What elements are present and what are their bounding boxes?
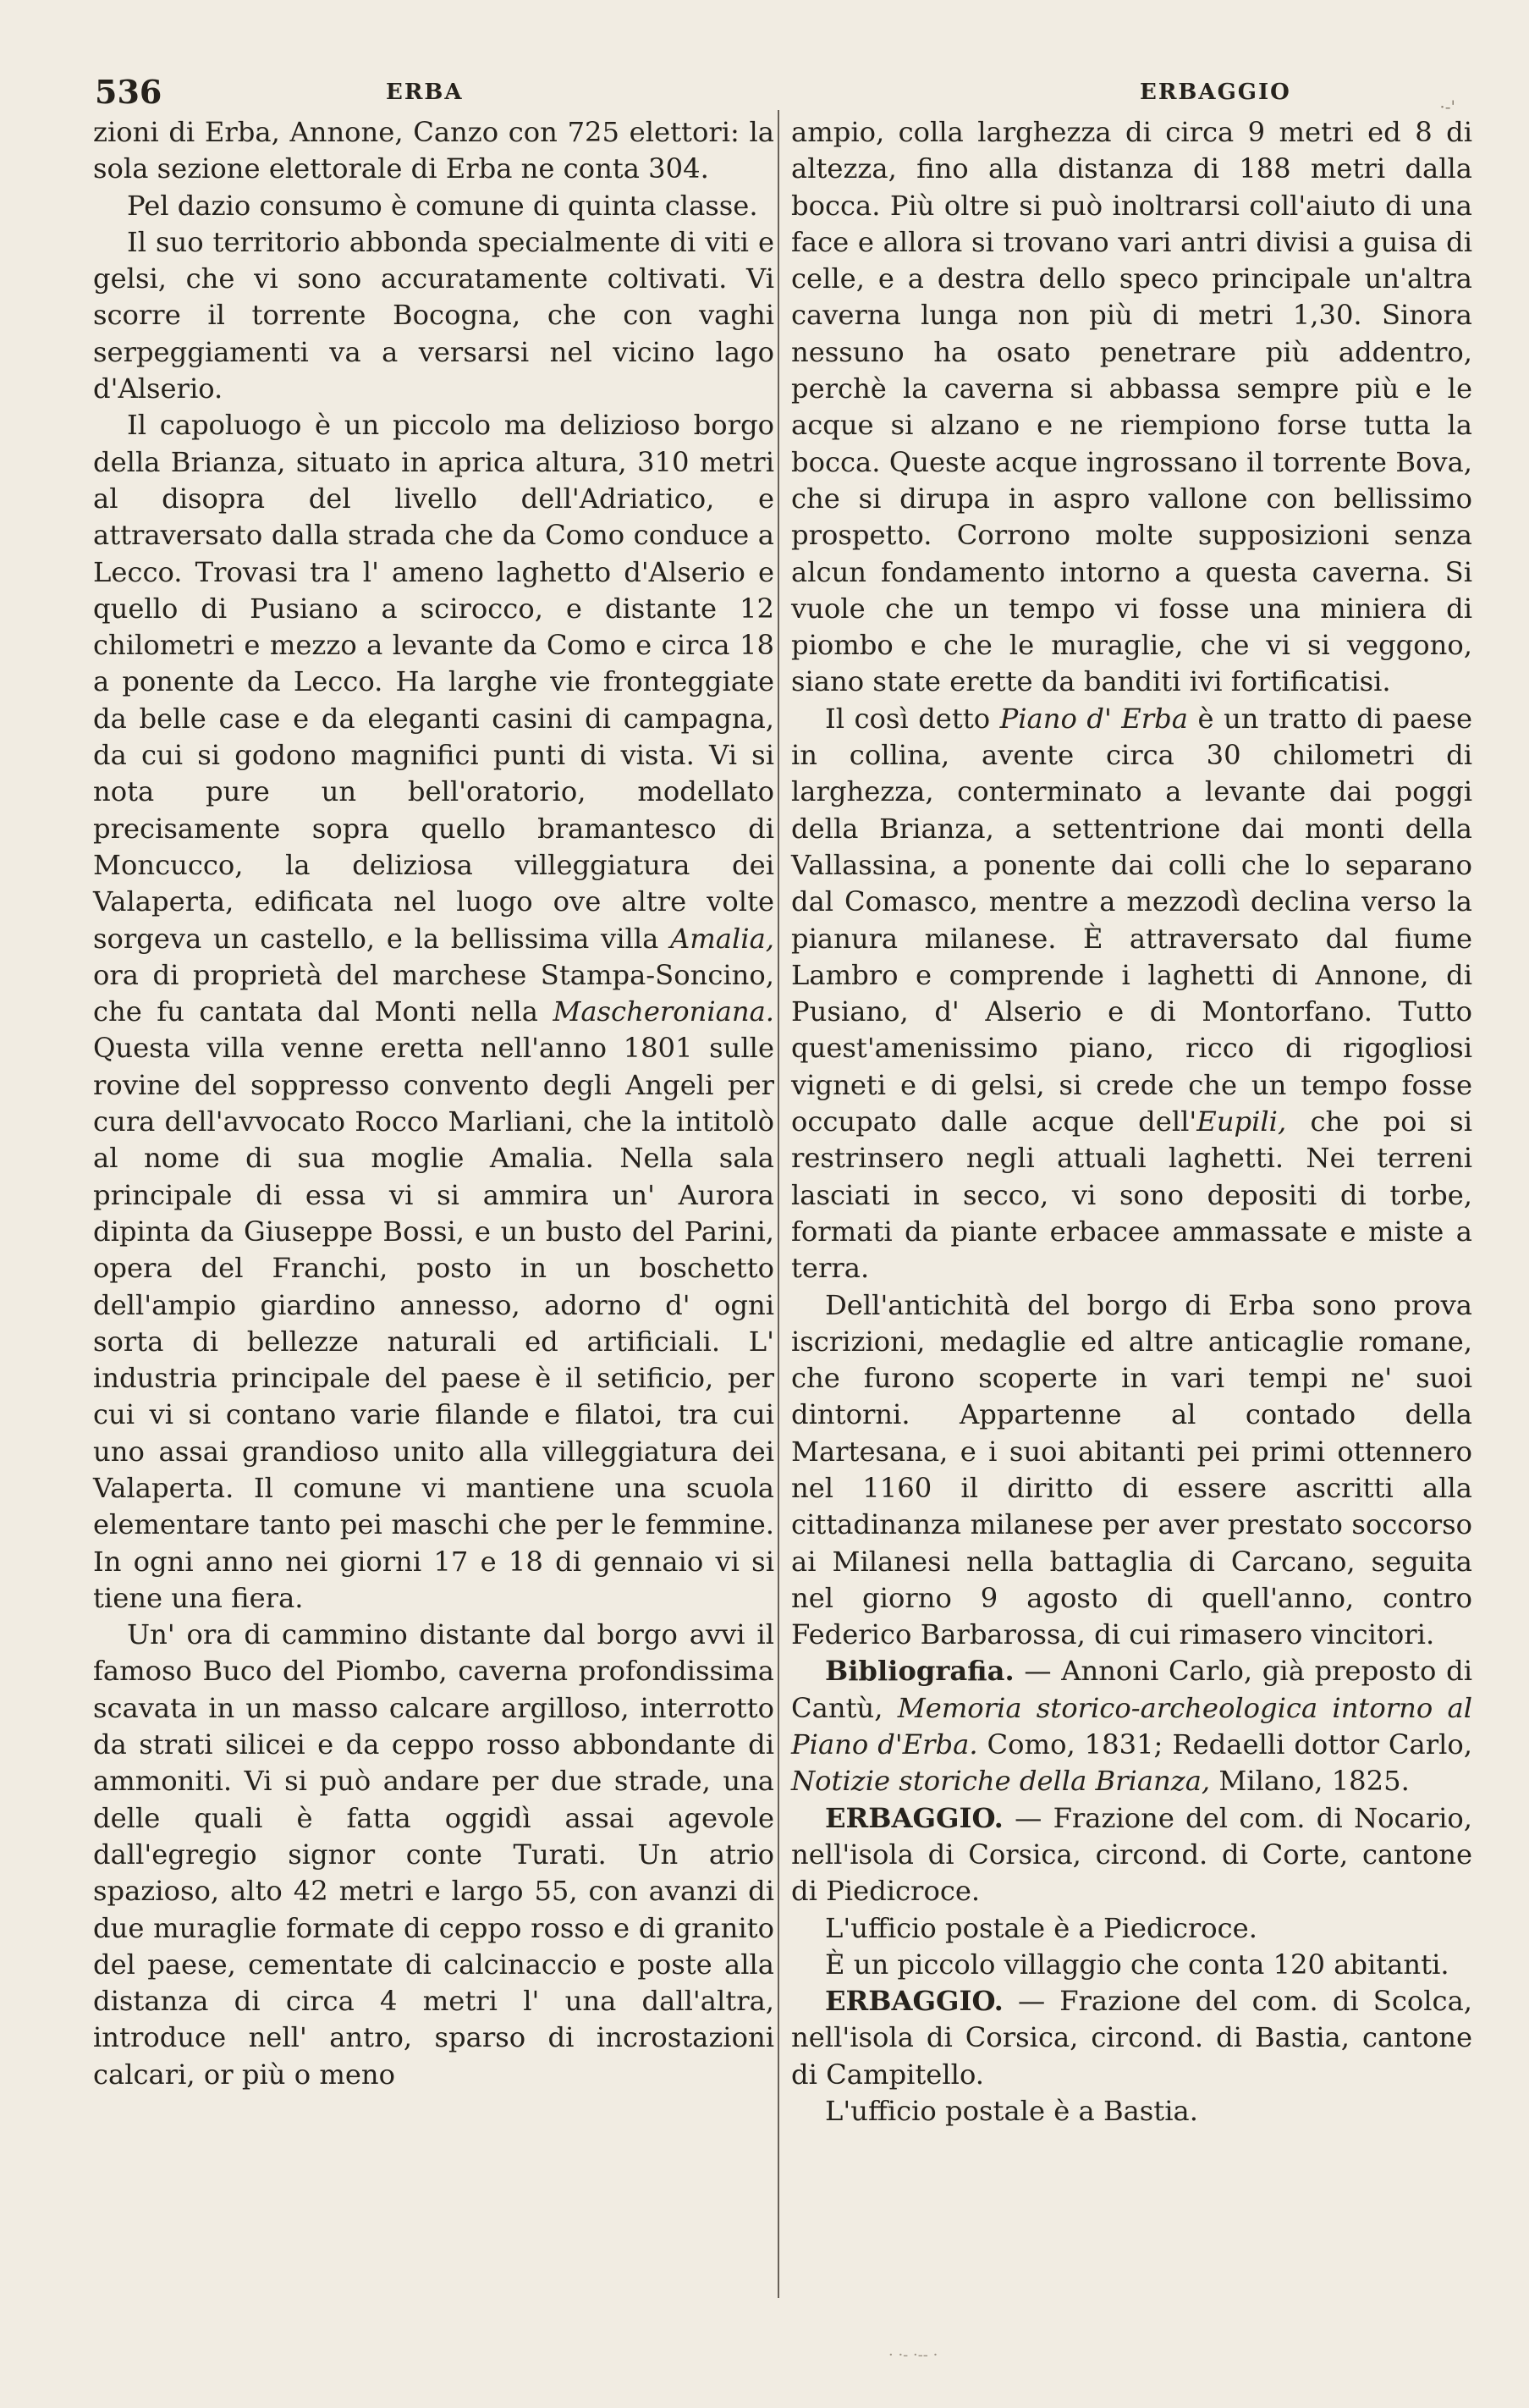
italic-title: Mascheroniana. [553, 995, 774, 1028]
right-column [791, 114, 1472, 2130]
column-divider [778, 110, 779, 2298]
text-run: — Annoni Carlo, già preposto di Cantù, [791, 1655, 1472, 1724]
paragraph: zioni di Erba, Annone, Canzo con 725 elettori: la sola sezione elettorale di Erba ne conta 304. [93, 116, 774, 185]
left-column [93, 114, 774, 2093]
page-number: 536 [95, 73, 162, 111]
italic-title: Memoria storico-archeologica intorno al Piano d'Erba. [791, 1691, 1472, 1761]
text-run: ora di proprietà del marchese Stampa-Soncino, che fu cantata dal Monti nella [93, 958, 774, 1028]
italic-title: Notizie storiche della Brianza, [791, 1765, 1211, 1798]
left-running-head: ERBA [386, 80, 464, 105]
corner-mark: ·-' [1439, 96, 1455, 117]
page-header [85, 73, 1464, 115]
paragraph: È un piccolo villaggio che conta 120 abitanti. [825, 1948, 1449, 1981]
text-run: Il così detto [825, 702, 991, 735]
paragraph: ampio, colla larghezza di circa 9 metri ed 8 di altezza, fino alla distanza di 188 metri dalla bocca. Più oltre si può inoltrarsi coll'aiuto di una face e allora si trovano vari antri divisi a guisa di celle, e a destra dello speco principale un'altra caverna lunga non più di metri 1,30. Sinora nessuno ha osato penetrare più addentro, perchè la caverna si abbassa sempre più e le acque si alzano e ne riempiono forse tutta la bocca. Queste acque ingrossano il torrente Bova, che si dirupa in aspro vallone con bellissimo prospetto. Corrono molte supposizioni senza alcun fondamento intorno a questa caverna. Si vuole che un tempo vi fosse una miniera di piombo e che le muraglie, che vi si veggono, siano state erette da banditi ivi fortificatisi. [791, 116, 1472, 698]
paragraph: Pel dazio consumo è comune di quinta classe. [127, 189, 758, 222]
bibliography [791, 1653, 1472, 1799]
italic-term: Eupili, [1196, 1105, 1287, 1138]
paragraph: Un' ora di cammino distante dal borgo avvi il famoso Buco del Piombo, caverna profondissima scavata in un masso calcare argilloso, interrotto da strati silicei e da ceppo rosso abbondante di ammoniti. Vi si può andare per due strade, una delle quali è fatta oggidì assai agevole dall'egregio signor conte Turati. Un atrio spazioso, alto 42 metri e largo 55, con avanzi di due muraglie formate di ceppo rosso e di granito del paese, cementate di calcinaccio e poste alla distanza di circa 4 metri l' una dall'altra, introduce nell' antro, sparso di incrostazioni calcari, or più o meno [93, 1618, 774, 2091]
paragraph [93, 407, 774, 1617]
right-running-head: ERBAGGIO [1140, 80, 1291, 105]
entry-erbaggio-1 [791, 1800, 1472, 1910]
footer-mark: · ·- ·-- · [888, 2346, 938, 2364]
text-run: Questa villa venne eretta nell'anno 1801 sulle rovine del soppresso convento degli Angeli per cura dell'avvocato Rocco Marliani, che la intitolò al nome di sua moglie Amalia. Nella sala principale di essa vi si ammira un' Aurora dipinta da Giuseppe Bossi, e un busto del Parini, opera del Franchi, posto in un boschetto dell'ampio giardino annesso, adorno d' ogni sorta di bellezze naturali ed artificiali. L' industria principale del paese è il setificio, per cui vi si contano varie filande e filatoi, tra cui uno assai grandioso unito alla villeggiatura dei Valaperta. Il comune vi mantiene una scuola elementare tanto pei maschi che per le femmine. In ogni anno nei giorni 17 e 18 di gennaio vi si tiene una fiera. [93, 1032, 774, 1614]
entry-headword: ERBAGGIO. [825, 1985, 1004, 2018]
text-run: Como, 1831; Redaelli dottor Carlo, [987, 1728, 1473, 1761]
paragraph: Dell'antichità del borgo di Erba sono prova iscrizioni, medaglie ed altre anticaglie romane, che furono scoperte in vari tempi ne' suoi dintorni. Appartenne al contado della Martesana, e i suoi abitanti pei primi ottennero nel 1160 il diritto di essere ascritti alla cittadinanza milanese per aver prestato soccorso ai Milanesi nella battaglia di Carcano, seguita nel giorno 9 agosto di quell'anno, contro Federico Barbarossa, di cui rimasero vincitori. [791, 1288, 1472, 1651]
entry-headword: ERBAGGIO. [825, 1801, 1004, 1834]
text-run: Il capoluogo è un piccolo ma delizioso borgo della Brianza, situato in aprica altura, 310 metri al disopra del livello dell'Adriatico, e attraversato dalla strada che da Como conduce a Lecco. Trovasi tra l' ameno laghetto d'Alserio e quello di Pusiano a scirocco, e distante 12 chilometri e mezzo a levante da Como e circa 18 a ponente da Lecco. Ha larghe vie fronteggiate da belle case e da eleganti casini di campagna, da cui si godono magnifici punti di vista. Vi si nota pure un bell'oratorio, modellato precisamente sopra quello bramantesco di Moncucco, la deliziosa villeggiatura dei Valaperta, edificata nel luogo ove altre volte sorgeva un castello, e la bellissima villa [93, 409, 774, 955]
paragraph: L'ufficio postale è a Bastia. [825, 2095, 1198, 2128]
text-run: — Frazione del com. di Scolca, nell'isola di Corsica, circond. di Bastia, cantone di Campitello. [791, 1985, 1472, 2091]
text-run: che poi si restrinsero negli attuali laghetti. Nei terreni lasciati in secco, vi sono depositi di torbe, formati da piante erbacee ammassate e miste a terra. [791, 1105, 1472, 1285]
italic-term: Piano d' Erba [999, 702, 1188, 735]
text-run: — Frazione del com. di Nocario, nell'isola di Corsica, circond. di Corte, cantone di Piedicroce. [791, 1801, 1472, 1908]
text-run: è un tratto di paese in collina, avente circa 30 chilometri di larghezza, conterminato a levante dai poggi della Brianza, a settentrione dai monti della Vallassina, a ponente dai colli che lo separano dal Comasco, mentre a mezzodì declina verso la pianura milanese. È attraversato dal fiume Lambro e comprende i laghetti di Annone, di Pusiano, d' Alserio e di Montorfano. Tutto quest'amenissimo piano, ricco di rigogliosi vigneti e di gelsi, si crede che un tempo fosse occupato dalle acque dell' [791, 702, 1473, 1138]
paragraph: Il suo territorio abbonda specialmente di viti e gelsi, che vi sono accuratamente coltivati. Vi scorre il torrente Bocogna, che con vaghi serpeggiamenti va a versarsi nel vicino lago d'Alserio. [93, 225, 774, 405]
paragraph [791, 701, 1472, 1287]
bibliography-label: Bibliografia. [825, 1655, 1015, 1688]
text-run: Milano, 1825. [1218, 1765, 1410, 1798]
paragraph: L'ufficio postale è a Piedicroce. [825, 1911, 1257, 1944]
italic-title: Amalia, [670, 922, 774, 955]
entry-erbaggio-2 [791, 1983, 1472, 2093]
